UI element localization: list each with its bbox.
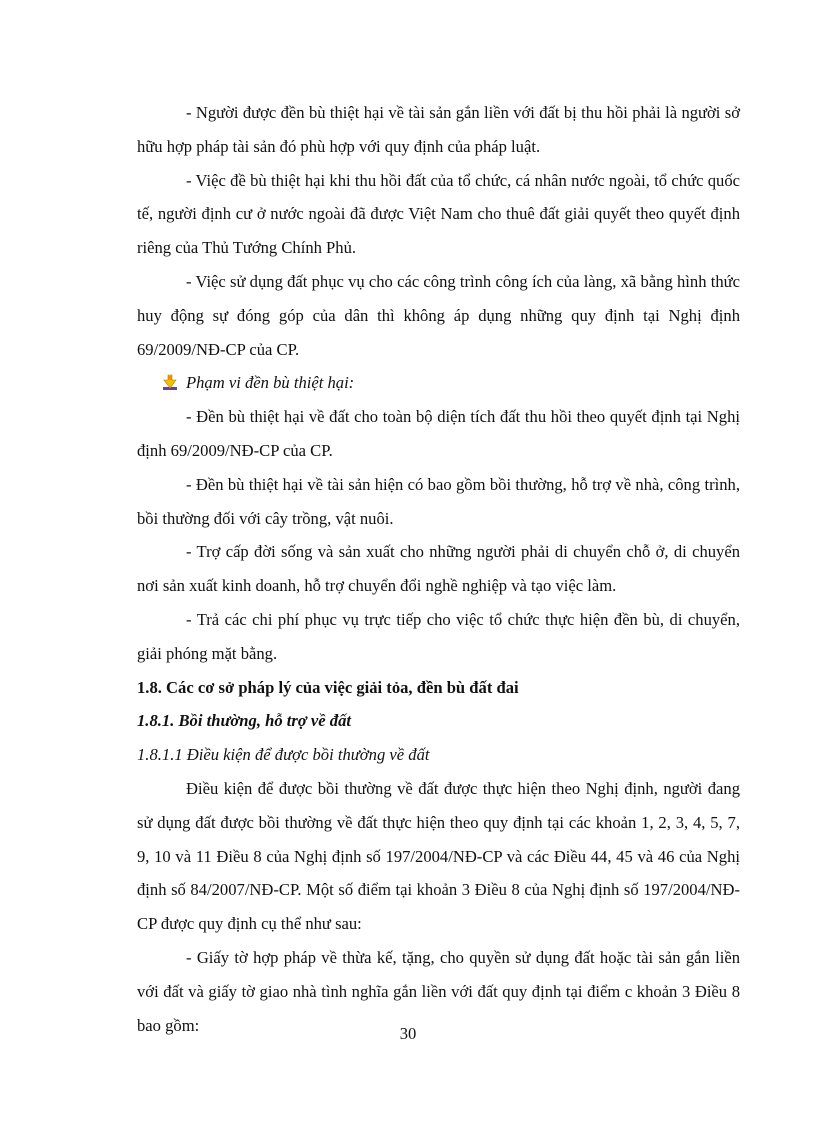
paragraph: - Trả các chi phí phục vụ trực tiếp cho việc tổ chức thực hiện đền bù, di chuyển, giải phóng mặt bằng. <box>137 609 740 663</box>
paragraph: - Đền bù thiệt hại về đất cho toàn bộ diện tích đất thu hồi theo quyết định tại Nghị định 69/2009/NĐ-CP của CP. <box>137 407 740 460</box>
paragraph: - Việc đề bù thiệt hại khi thu hồi đất của tổ chức, cá nhân nước ngoài, tổ chức quốc tế, người định cư ở nước ngoài đã được Việt Nam cho thuê đất giải quyết theo quyết định riêng của Thủ Tướng Chính Phủ. <box>137 170 740 258</box>
section-heading: 1.8. Các cơ sở pháp lý của việc giải tỏa, đền bù đất đai <box>137 677 519 697</box>
page-number: 30 <box>399 1024 417 1043</box>
subsubsection-heading: 1.8.1.1 Điều kiện để được bồi thường về đất <box>137 745 430 765</box>
bullet-heading <box>137 366 740 400</box>
bullet-heading-text: Phạm vi đền bù thiệt hại: <box>186 373 355 393</box>
paragraph: - Giấy tờ hợp pháp về thừa kế, tặng, cho quyền sử dụng đất hoặc tài sản gắn liền với đất và giấy tờ giao nhà tình nghĩa gắn liền với đất quy định tại điểm c khoản 3 Điều 8 bao gồm: <box>137 947 740 1035</box>
bullet-arrow-icon <box>161 374 179 392</box>
subsection-heading: 1.8.1. Bồi thường, hỗ trợ về đất <box>137 711 351 731</box>
paragraph: - Đền bù thiệt hại về tài sản hiện có bao gồm bồi thường, hỗ trợ về nhà, công trình, bồi thường đối với cây trồng, vật nuôi. <box>137 474 740 528</box>
paragraph: Điều kiện để được bồi thường về đất được thực hiện theo Nghị định, người đang sử dụng đất được bồi thường về đất thực hiện theo quy định tại các khoản 1, 2, 3, 4, 5, 7, 9, 10 và 11 Điều 8 của Nghị định số 197/2004/NĐ-CP và các Điều 44, 45 và 46 của Nghị định số 84/2007/NĐ-CP. Một số điểm tại khoản 3 Điều 8 của Nghị định số 197/2004/NĐ-CP được quy định cụ thể như sau: <box>137 778 740 934</box>
document-page <box>137 96 740 1042</box>
paragraph: - Trợ cấp đời sống và sản xuất cho những người phải di chuyển chỗ ở, di chuyển nơi sản xuất kinh doanh, hỗ trợ chuyển đổi nghề nghiệp và tạo việc làm. <box>137 542 740 596</box>
paragraph: - Việc sử dụng đất phục vụ cho các công trình công ích của làng, xã bằng hình thức huy động sự đóng góp của dân thì không áp dụng những quy định tại Nghị định 69/2009/NĐ-CP của CP. <box>137 271 740 359</box>
paragraph: - Người được đền bù thiệt hại về tài sản gắn liền với đất bị thu hồi phải là người sở hữu hợp pháp tài sản đó phù hợp với quy định của pháp luật. <box>137 103 740 156</box>
